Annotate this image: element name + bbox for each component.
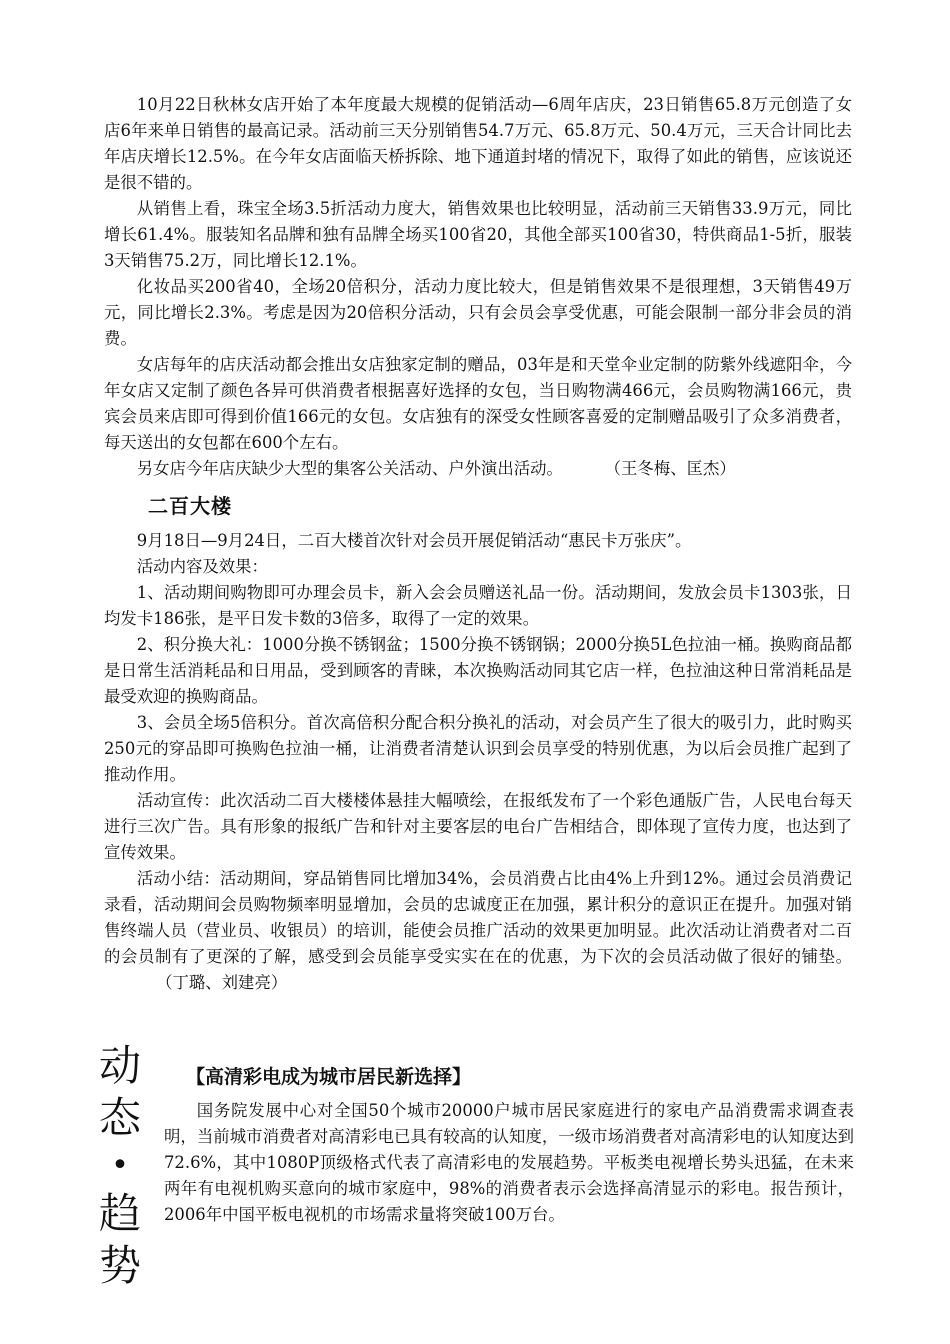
nvdian-paragraph-5: [104, 456, 852, 482]
nvdian-paragraph-5-text: 另女店今年店庆缺少大型的集客公关活动、户外演出活动。: [136, 459, 563, 478]
side-title-char-3: 趋: [98, 1189, 141, 1238]
nvdian-paragraph-1: 10月22日秋林女店开始了本年度最大规模的促销活动—6周年店庆，23日销售65.8万元创造了女店6年来单日销售的最高记录。活动前三天分别销售54.7万元、65.8万元、50.4万元，三天合计同比去年店庆增长12.5%。在今年女店面临天桥拆除、地下通道封堵的情况下，取得了如此的销售，应该说还是很不错的。: [104, 95, 852, 192]
nvdian-section: [104, 92, 852, 482]
nvdian-paragraph-2: 从销售上看，珠宝全场3.5折活动力度大，销售效果也比较明显，活动前三天销售33.9万元，同比增长61.4%。服装知名品牌和独有品牌全场买100省20，其他全部买100省30，特供商品1-5折，服装3天销售75.2万，同比增长12.1%。: [104, 199, 852, 270]
nvdian-paragraph-3: 化妆品买200省40，全场20倍积分，活动力度比较大，但是销售效果不是很理想，3天销售49万元，同比增长2.3%。考虑是因为20倍积分活动，只有会员会享受优惠，可能会限制一部分非会员的消费。: [104, 277, 852, 348]
side-title-char-4: 势: [98, 1241, 141, 1290]
trend-paragraph-1: 国务院发展中心对全国50个城市20000户城市居民家庭进行的家电产品消费需求调查表明，当前城市消费者对高清彩电已具有较高的认知度，一级市场消费者对高清彩电的认知度达到72.6%，其中1080P顶级格式代表了高清彩电的发展趋势。平板类电视增长势头迅猛，在未来两年有电视机购买意向的城市家庭中，98%的消费者表示会选择高清显示的彩电。报告预计，2006年中国平板电视机的市场需求量将突破100万台。: [164, 1101, 854, 1224]
erbai-author: （丁璐、刘建亮）: [156, 973, 288, 992]
trend-news-title: 【高清彩电成为城市居民新选择】: [186, 1066, 472, 1088]
side-title-char-2: 态: [98, 1093, 141, 1142]
erbai-paragraph-4: 2、积分换大礼：1000分换不锈钢盆；1500分换不锈钢锅；2000分换5L色拉油一桶。换购商品都是日常生活消耗品和日用品，受到顾客的青睐，本次换购活动同其它店一样，色拉油这种日常消耗品是最受欢迎的换购商品。: [104, 635, 852, 706]
trend-news-body: [164, 1098, 854, 1228]
erbai-paragraph-2: 活动内容及效果：: [136, 557, 268, 576]
nvdian-author: （王冬梅、匡杰）: [604, 459, 736, 478]
side-title-char-1: 动: [98, 1041, 141, 1090]
erbai-heading: 二百大楼: [148, 494, 232, 518]
erbai-paragraph-6: 活动宣传：此次活动二百大楼楼体悬挂大幅喷绘，在报纸发布了一个彩色通版广告，人民电台每天进行三次广告。具有形象的报纸广告和针对主要客层的电台广告相结合，即体现了宣传力度，也达到了宣传效果。: [104, 791, 852, 862]
erbai-section: [104, 528, 852, 996]
erbai-paragraph-3: 1、活动期间购物即可办理会员卡，新入会会员赠送礼品一份。活动期间，发放会员卡1303张，日均发卡186张，是平日发卡数的3倍多，取得了一定的效果。: [104, 583, 852, 628]
erbai-paragraph-7: [104, 866, 852, 996]
erbai-paragraph-1: 9月18日—9月24日，二百大楼首次针对会员开展促销活动“惠民卡万张庆”。: [136, 531, 692, 550]
erbai-paragraph-5: 3、会员全场5倍积分。首次高倍积分配合积分换礼的活动，对会员产生了很大的吸引力，此时购买250元的穿品即可换购色拉油一桶，让消费者清楚认识到会员享受的特别优惠，为以后会员推广起到了推动作用。: [104, 713, 852, 784]
side-title-dot: •: [111, 1148, 129, 1183]
nvdian-paragraph-4: 女店每年的店庆活动都会推出女店独家定制的赠品，03年是和天堂伞业定制的防紫外线遮阳伞，今年女店又定制了颜色各异可供消费者根据喜好选择的女包，当日购物满466元，会员购物满166元，贵宾会员来店即可得到价值166元的女包。女店独有的深受女性顾客喜爱的定制赠品吸引了众多消费者，每天送出的女包都在600个左右。: [104, 355, 852, 452]
trend-side-title: [96, 1040, 144, 1292]
erbai-paragraph-7-text: 活动小结：活动期间，穿品销售同比增加34%，会员消费占比由4%上升到12%。通过会员消费记录看，活动期间会员购物频率明显增加，会员的忠诚度正在加强，累计积分的意识正在提升。加强对销售终端人员（营业员、收银员）的培训，能使会员推广活动的效果更加明显。此次活动让消费者对二百的会员制有了更深的了解，感受到会员能享受实实在在的优惠，为下次的会员活动做了很好的铺垫。: [104, 869, 852, 966]
